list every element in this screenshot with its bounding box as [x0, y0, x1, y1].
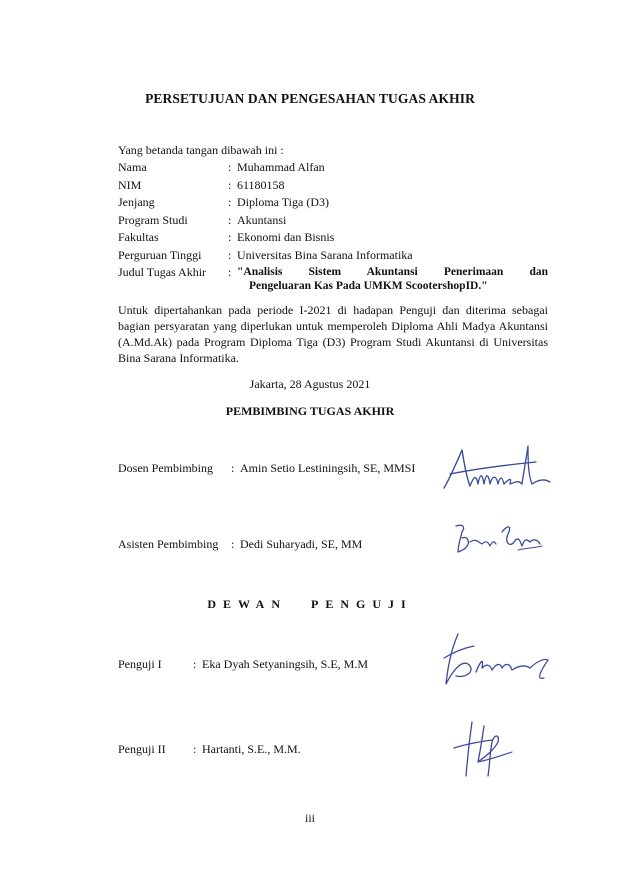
field-value: Akuntansi	[237, 212, 287, 227]
field-colon: :	[231, 537, 235, 551]
examiner-name: Eka Dyah Setyaningsih, S.E, M.M	[202, 657, 368, 671]
advisor-name: Dedi Suharyadi, SE, MM	[240, 537, 363, 551]
field-value: Ekonomi dan Bisnis	[237, 230, 335, 244]
field-colon: :	[228, 230, 232, 244]
identity-fields	[118, 160, 548, 299]
thesis-title-line: "Analisis Sistem Akuntansi Penerimaan dan	[237, 266, 548, 278]
signature-dosen	[440, 440, 555, 495]
field-value: Muhammad Alfan	[237, 160, 325, 174]
place-date: Jakarta, 28 Agustus 2021	[249, 377, 371, 391]
approval-paragraph: Untuk dipertahankan pada periode I-2021 di hadapan Penguji dan diterima sebagai bagian persyaratan yang diperlukan untuk memperoleh Diploma Ahli Madya Akuntansi (A.Md.Ak) pada Program Diploma Tiga (D3) Program Studi Akuntansi di Universitas Bina Sarana Informatika.	[118, 303, 548, 365]
field-colon: :	[193, 657, 197, 671]
examiners-heading: DEWAN PENGUJI	[207, 597, 413, 611]
field-colon: :	[228, 247, 232, 262]
examiner-label: Penguji II	[118, 742, 166, 756]
signature-penguji-1	[440, 628, 552, 690]
signature-asisten	[452, 518, 547, 558]
field-row-program-studi	[118, 213, 548, 231]
field-label: Nama	[118, 160, 147, 174]
field-colon: :	[228, 265, 232, 279]
field-label: Jenjang	[118, 195, 155, 209]
field-colon: :	[228, 177, 232, 192]
field-colon: :	[231, 461, 235, 475]
field-label: Judul Tugas Akhir	[118, 265, 207, 279]
advisor-label: Dosen Pembimbing	[118, 461, 213, 475]
examiner-name: Hartanti, S.E., M.M.	[202, 742, 301, 756]
advisor-label: Asisten Pembimbing	[118, 537, 219, 551]
advisor-name: Amin Setio Lestiningsih, SE, MMSI	[240, 461, 416, 475]
field-colon: :	[228, 212, 232, 227]
field-label: Program Studi	[118, 212, 188, 227]
field-label: NIM	[118, 177, 142, 192]
field-label: Fakultas	[118, 230, 159, 244]
field-label: Perguruan Tinggi	[118, 247, 202, 262]
field-row-fakultas	[118, 230, 548, 248]
field-row-jenjang	[118, 195, 548, 213]
field-colon: :	[228, 160, 232, 174]
advisor-heading: PEMBIMBING TUGAS AKHIR	[225, 404, 395, 418]
field-colon: :	[228, 195, 232, 209]
field-row-nama	[118, 160, 548, 178]
field-colon: :	[193, 742, 197, 756]
thesis-title-line: Pengeluaran Kas Pada UMKM ScootershopID."	[249, 280, 488, 292]
examiner-label: Penguji I	[118, 657, 162, 671]
field-row-judul	[118, 265, 548, 299]
field-value: Universitas Bina Sarana Informatika	[237, 247, 413, 262]
field-value: 61180158	[237, 177, 285, 192]
signature-penguji-2	[448, 718, 520, 782]
field-row-nim	[118, 178, 548, 196]
thesis-title	[237, 265, 548, 293]
field-row-perguruan-tinggi	[118, 248, 548, 266]
field-value: Diploma Tiga (D3)	[237, 195, 330, 209]
page-number: iii	[304, 811, 315, 825]
intro-text: Yang betanda tangan dibawah ini :	[118, 143, 284, 157]
page-title: PERSETUJUAN DAN PENGESAHAN TUGAS AKHIR	[145, 91, 475, 106]
